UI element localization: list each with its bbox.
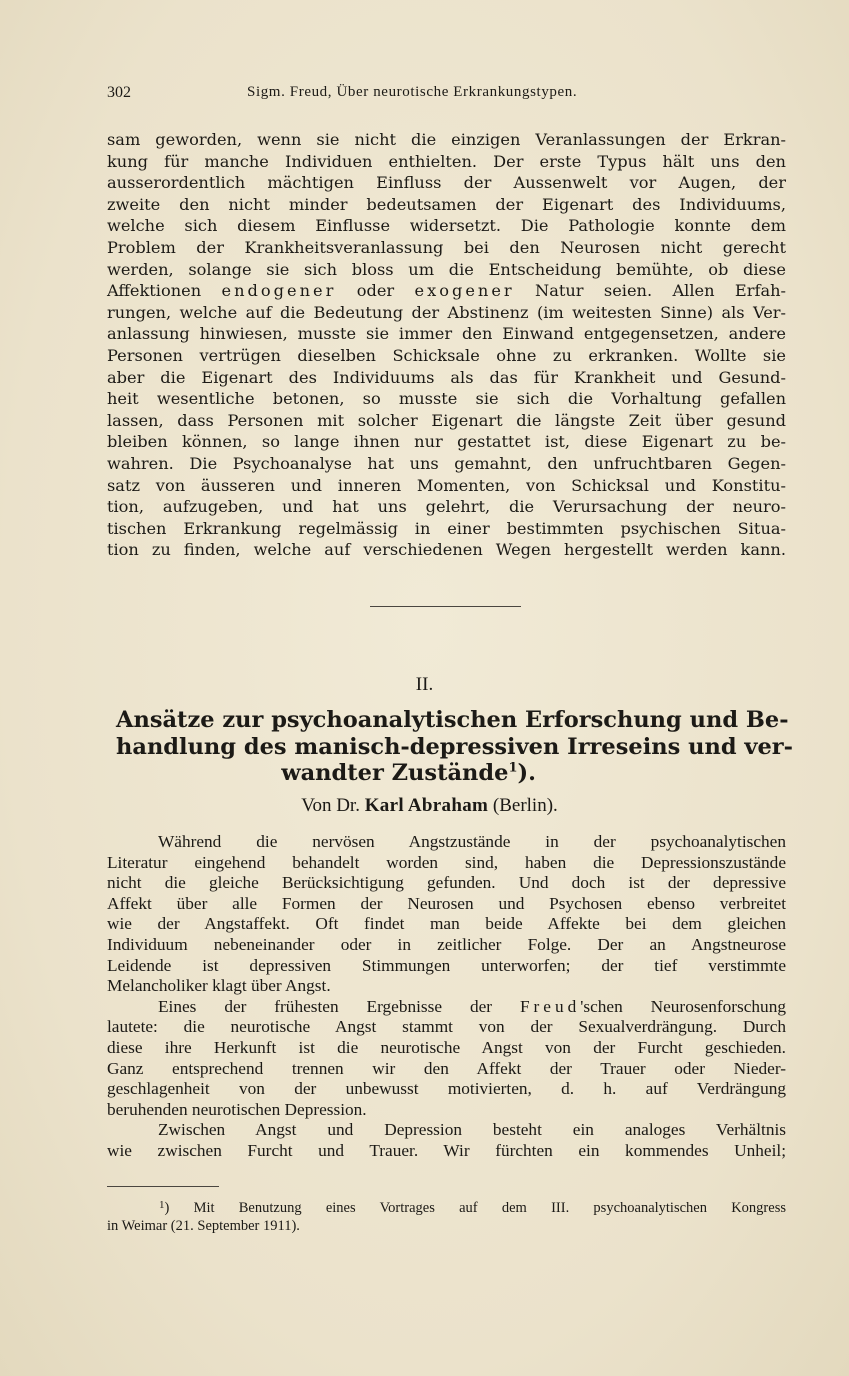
text-line: lautete: die neurotische Angst stammt von der Sexualverdrängung. Durch <box>107 1017 786 1037</box>
title-line-text: wandter Zustände <box>281 760 509 786</box>
title-line <box>116 760 786 787</box>
text-line: ausserordentlich mächtigen Einfluss der Aussenwelt vor Augen, der <box>107 173 786 193</box>
text-line: anlassung hinwiesen, musste sie immer den Einwand entgegensetzen, andere <box>107 324 786 344</box>
page-number: 302 <box>107 84 131 101</box>
text-line: Individuum nebeneinander oder in zeitlicher Folge. Der an Angstneurose <box>107 934 786 954</box>
text-line: tischen Erkrankung regelmässig in einer bestimmten psychischen Situa- <box>107 518 786 538</box>
text-line: tion, aufzugeben, und hat uns gelehrt, die Verursachung der neuro- <box>107 497 786 517</box>
article-title <box>116 707 793 787</box>
text-line: wahren. Die Psychoanalyse hat uns gemahnt, den unfruchtbaren Gegen- <box>107 453 786 473</box>
text-line: satz von äusseren und inneren Momenten, von Schicksal und Konstitu- <box>107 475 786 495</box>
text-line: Zwischen Angst und Depression besteht ein analoges Verhältnis <box>158 1120 786 1140</box>
text-line: welche sich diesem Einflusse widersetzt. Die Pathologie konnte dem <box>107 216 786 236</box>
footnote-divider <box>107 1186 219 1187</box>
text-line: heit wesentliche betonen, so musste sie sich die Vorhaltung gefallen <box>107 389 786 409</box>
intro-paragraph <box>107 129 786 561</box>
byline-place: (Berlin). <box>492 795 558 816</box>
text-line: aber die Eigenart des Individuums als das für Krankheit und Gesund- <box>107 367 786 387</box>
text-line: Problem der Krankheitsveranlassung bei den Neurosen nicht gerecht <box>107 237 786 257</box>
author-name: Karl Abraham <box>364 795 489 816</box>
text-line: nicht die gleiche Berücksichtigung gefunden. Und doch ist der depressive <box>107 873 786 893</box>
text-line: Literatur eingehend behandelt worden sind, haben die Depressionszustände <box>107 852 786 872</box>
text-line: Ganz entsprechend trennen wir den Affekt der Trauer oder Nieder- <box>107 1058 786 1078</box>
text-line: beruhenden neurotischen Depression. <box>107 1099 367 1119</box>
article-body <box>107 832 786 1162</box>
text-line: werden, solange sie sich bloss um die Entscheidung bemühte, ob diese <box>107 259 786 279</box>
word: 'schen Neurosenforschung <box>580 996 786 1016</box>
page-header <box>107 84 747 108</box>
text-line: zweite den nicht minder bedeutsamen der Eigenart des Individuums, <box>107 194 786 214</box>
footnote-line: in Weimar (21. September 1911). <box>107 1218 300 1234</box>
byline-prefix: Von Dr. <box>301 795 360 816</box>
text-line: kung für manche Individuen enthielten. Der erste Typus hält uns den <box>107 151 786 171</box>
text-line: Affekt über alle Formen der Neurosen und Psychosen ebenso verbreitet <box>107 893 786 913</box>
text-line: rungen, welche auf die Bedeutung der Abstinenz (im weitesten Sinne) als Ver- <box>107 302 786 322</box>
text-line: geschlagenheit von der unbewusst motivierten, d. h. auf Verdrängung <box>107 1079 786 1099</box>
text-line <box>107 280 786 302</box>
text-line: sam geworden, wenn sie nicht die einzigen Veranlassungen der Erkran- <box>107 130 786 149</box>
emphasis-word: endogener <box>221 281 337 301</box>
text-line: diese ihre Herkunft ist die neurotische Angst von der Furcht geschieden. <box>107 1037 786 1057</box>
text-line: Während die nervösen Angstzustände in der psychoanalytischen <box>158 832 786 851</box>
footnote-text: ) Mit Benutzung eines Vortrages auf dem III. psychoanalytischen Kongress <box>164 1200 786 1216</box>
text-line: bleiben können, so lange ihnen nur gestattet ist, diese Eigenart zu be- <box>107 432 786 452</box>
footnote-line <box>107 1196 786 1217</box>
footnote-marker: 1 <box>508 760 518 776</box>
text-line: lassen, dass Personen mit solcher Eigenart die längste Zeit über gesund <box>107 410 786 430</box>
text-line: Personen vertrügen dieselben Schicksale ohne zu erkranken. Wollte sie <box>107 345 786 365</box>
word: Eines der frühesten Ergebnisse der <box>158 996 493 1016</box>
footnote <box>107 1196 786 1235</box>
title-line: handlung des manisch-depressiven Irreseins und ver- <box>116 733 793 760</box>
text-line: Melancholiker klagt über Angst. <box>107 976 331 996</box>
section-divider <box>370 606 521 607</box>
text-line: tion zu finden, welche auf verschiedenen Wegen hergestellt werden kann. <box>107 540 786 560</box>
word: Natur seien. Allen Erfah- <box>535 281 786 301</box>
title-line-close: ). <box>517 760 536 786</box>
section-number: II. <box>415 674 434 695</box>
text-line: Leidende ist depressiven Stimmungen unterworfen; der tief verstimmte <box>107 955 786 975</box>
running-title: Sigm. Freud, Über neurotische Erkrankungstypen. <box>247 84 578 100</box>
title-line: Ansätze zur psychoanalytischen Erforschung und Be- <box>116 707 789 733</box>
text-line: wie der Angstaffekt. Oft findet man beide Affekte bei dem gleichen <box>107 914 786 934</box>
author-reference: Freud <box>519 996 581 1016</box>
byline <box>0 795 849 817</box>
word: Affektionen <box>107 281 202 301</box>
footnote-mark: 1 <box>159 1199 165 1211</box>
text-line: wie zwischen Furcht und Trauer. Wir fürchten ein kommendes Unheil; <box>107 1140 786 1160</box>
word: oder <box>356 281 395 301</box>
emphasis-word: exogener <box>414 281 515 301</box>
text-line <box>107 997 786 1018</box>
